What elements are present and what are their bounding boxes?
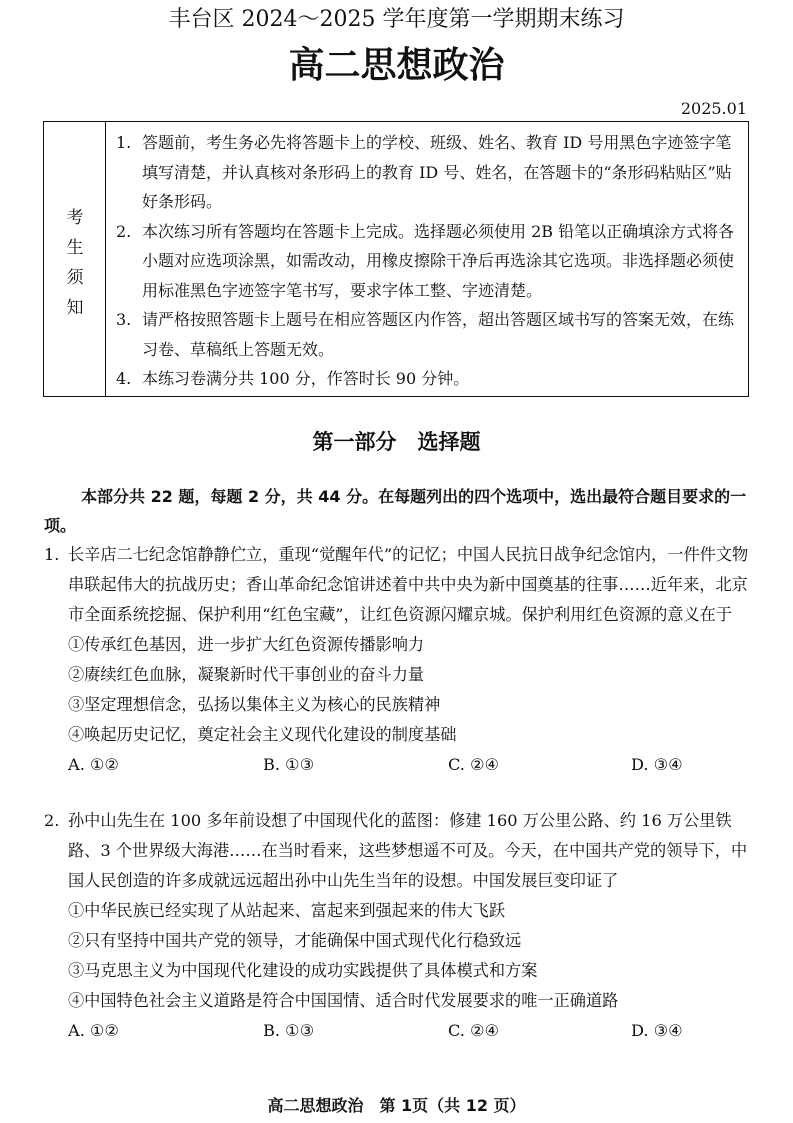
page-footer: 高二思想政治 第 1页（共 12 页） [267, 1096, 526, 1115]
question-stem: 孙中山先生在 100 多年前设想了中国现代化的蓝图：修建 160 万公里公路、约 16 万公里铁路、3 个世界级大海港……在当时看来，这些梦想遥不可及。今天，在中国共产党的领导下，中国人民创造的许多成就远远超出孙中山先生当年的设想。中国发展巨变印证了 [68, 811, 748, 890]
statement-option: ④唤起历史记忆，奠定社会主义现代化建设的制度基础 [68, 725, 457, 744]
notice-item [116, 217, 744, 306]
statement-option: ③坚定理想信念，弘扬以集体主义为核心的民族精神 [68, 695, 441, 714]
section-title: 第一部分 选择题 [312, 430, 481, 454]
section-instructions: 本部分共 22 题，每题 2 分，共 44 分。在每题列出的四个选项中，选出最符合题目要求的一项。 [44, 487, 747, 535]
answer-choice-a: A. ①② [68, 1021, 120, 1040]
notice-item [116, 364, 744, 394]
notice-label-char: 生 [66, 238, 84, 258]
notice-item-text: 请严格按照答题卡上题号在相应答题区内作答，超出答题区域书写的答案无效，在练习卷、草稿纸上答题无效。 [142, 310, 735, 359]
notice-item-number: 4. [116, 369, 132, 388]
notice-list [116, 128, 744, 394]
statement-option: ①传承红色基因，进一步扩大红色资源传播影响力 [68, 635, 425, 654]
question-1 [44, 540, 750, 780]
question-number: 2. [44, 811, 60, 830]
statement-option: ③马克思主义为中国现代化建设的成功实践提供了具体模式和方案 [68, 961, 538, 980]
notice-label-char: 须 [66, 268, 84, 288]
answer-choice-b: B. ①③ [263, 1021, 315, 1040]
exam-date: 2025.01 [680, 99, 747, 118]
statement-option: ②赓续红色血脉，凝聚新时代干事创业的奋斗力量 [68, 665, 425, 684]
notice-item-number: 1. [116, 133, 132, 152]
statement-option: ②只有坚持中国共产党的领导，才能确保中国式现代化行稳致远 [68, 931, 522, 950]
exam-title: 高二思想政治 [288, 45, 505, 86]
answer-choice-d: D. ③④ [631, 1021, 683, 1040]
notice-item-text: 答题前，考生务必先将答题卡上的学校、班级、姓名、教育 ID 号用黑色字迹签字笔填写清楚，并认真核对条形码上的教育 ID 号、姓名，在答题卡的“条形码粘贴区”贴好条形码。 [142, 133, 732, 211]
notice-item-text: 本练习卷满分共 100 分，作答时长 90 分钟。 [142, 369, 470, 388]
notice-item [116, 305, 744, 364]
notice-item-number: 3. [116, 310, 132, 329]
candidate-notice-box [43, 121, 749, 397]
answer-choices [68, 1016, 750, 1046]
answer-choice-b: B. ①③ [263, 755, 315, 774]
answer-choice-d: D. ③④ [631, 755, 683, 774]
answer-choices [68, 750, 750, 780]
notice-item-number: 2. [116, 221, 132, 241]
answer-choice-c: C. ②④ [448, 755, 500, 774]
exam-subtitle: 丰台区 2024～2025 学年度第一学期期末练习 [168, 7, 625, 32]
question-2 [44, 806, 750, 1046]
notice-item-text: 本次练习所有答题均在答题卡上完成。选择题必须使用 2B 铅笔以正确填涂方式将各小题对应选项涂黑，如需改动，用橡皮擦除干净后再选涂其它选项。非选择题必须使用标准黑色字迹签字笔书写，要求字体工整、字迹清楚。 [142, 221, 735, 300]
notice-label-char: 知 [66, 298, 84, 318]
notice-label-char: 考 [66, 208, 84, 228]
question-stem: 长辛店二七纪念馆静静伫立，重现“觉醒年代”的记忆；中国人民抗日战争纪念馆内，一件件文物串联起伟大的抗战历史；香山革命纪念馆讲述着中共中央为新中国奠基的往事……近年来，北京市全面系统挖掘、保护利用“红色宝藏”，让红色资源闪耀京城。保护利用红色资源的意义在于 [68, 545, 749, 624]
statement-option: ④中国特色社会主义道路是符合中国国情、适合时代发展要求的唯一正确道路 [68, 991, 619, 1010]
notice-item [116, 128, 744, 217]
answer-choice-a: A. ①② [68, 755, 120, 774]
answer-choice-c: C. ②④ [448, 1021, 500, 1040]
question-number: 1. [44, 545, 60, 564]
statement-option: ①中华民族已经实现了从站起来、富起来到强起来的伟大飞跃 [68, 901, 506, 920]
notice-label [44, 122, 106, 396]
